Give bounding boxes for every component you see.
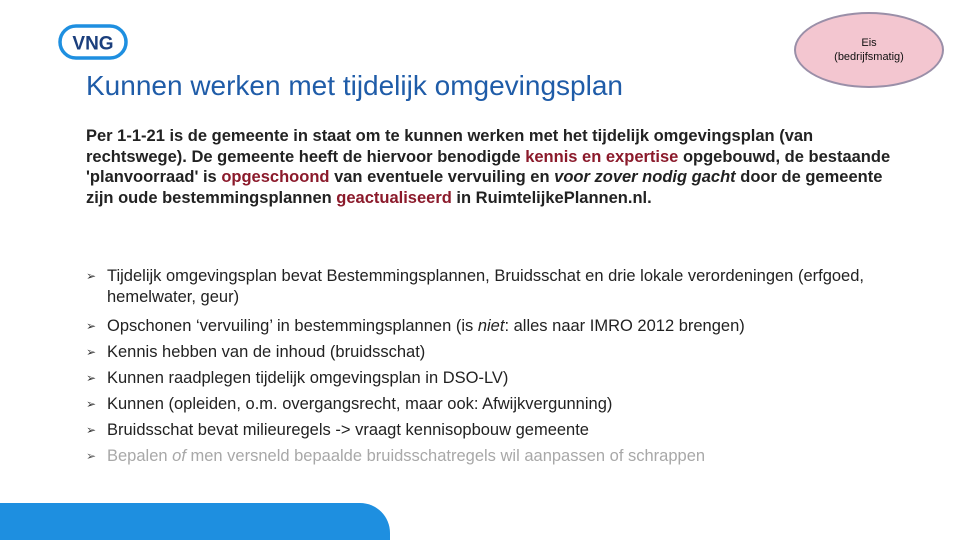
- list-item: [86, 339, 906, 365]
- highlight-geactualiseerd: geactualiseerd: [336, 188, 452, 207]
- arrow-bullet-icon: ➢: [86, 345, 97, 359]
- arrow-bullet-icon: ➢: [86, 397, 97, 411]
- bullet-text: Bruidsschat bevat milieuregels -> vraagt kennisopbouw gemeente: [107, 421, 589, 439]
- intro-text-3: van eventuele vervuiling en: [329, 168, 555, 186]
- arrow-bullet-icon: ➢: [86, 319, 97, 333]
- bullet-emphasis: of: [172, 447, 186, 465]
- vng-logo: [58, 24, 128, 60]
- list-item: [86, 391, 906, 417]
- bullet-text: : alles naar IMRO 2012 brengen): [504, 317, 745, 335]
- badge-line-1: Eis: [861, 37, 877, 49]
- bullet-text: Opschonen ‘vervuiling’ in bestemmingsplannen (is: [107, 317, 478, 335]
- arrow-bullet-icon: ➢: [86, 449, 97, 463]
- list-item: [86, 266, 906, 313]
- bullet-text: men versneld bepaalde bruidsschatregels wil aanpassen of schrappen: [185, 447, 706, 465]
- requirement-badge: [794, 12, 944, 88]
- bullet-text: Bepalen: [107, 447, 173, 465]
- intro-text-1: Per 1-1-21 is de gemeente in staat om te kunnen werken met het tijdelijk omgevingsplan (van rechtswege). De gemeente heeft de hiervoor benodigde: [86, 127, 814, 166]
- intro-paragraph: [86, 126, 906, 208]
- intro-text-4: door de gemeente zijn oude bestemmingsplannen: [86, 168, 883, 207]
- highlight-opgeschoond: opgeschoond: [221, 168, 330, 186]
- bullet-text: Kunnen (opleiden, o.m. overgangsrecht, maar ook: Afwijkvergunning): [107, 395, 613, 413]
- list-item: [86, 417, 906, 443]
- arrow-bullet-icon: ➢: [86, 269, 97, 283]
- bullet-emphasis: niet: [477, 317, 505, 335]
- intro-text-5: in RuimtelijkePlannen.nl.: [451, 188, 652, 207]
- bullet-text: Kennis hebben van de inhoud (bruidsschat): [107, 343, 426, 361]
- footer-accent-bar: [0, 503, 390, 540]
- badge-line-2: (bedrijfsmatig): [834, 51, 904, 63]
- intro-text-2: opgebouwd, de bestaande 'planvoorraad' is: [86, 147, 891, 186]
- vng-logo-text: VNG: [72, 33, 114, 55]
- bullet-text: Tijdelijk omgevingsplan bevat Bestemmingsplannen, Bruidsschat en drie lokale verordeningen (erfgoed, hemelwater, geur): [107, 267, 864, 306]
- list-item: [86, 443, 906, 469]
- arrow-bullet-icon: ➢: [86, 371, 97, 385]
- highlight-kennis: kennis en expertise: [525, 147, 679, 166]
- arrow-bullet-icon: ➢: [86, 423, 97, 437]
- intro-emphasis: voor zover nodig gacht: [554, 168, 736, 186]
- bullet-list: [86, 266, 906, 469]
- bullet-text: Kunnen raadplegen tijdelijk omgevingsplan in DSO-LV): [107, 369, 509, 387]
- slide-title: Kunnen werken met tijdelijk omgevingsplan: [86, 70, 623, 101]
- list-item: [86, 365, 906, 391]
- list-item: [86, 313, 906, 339]
